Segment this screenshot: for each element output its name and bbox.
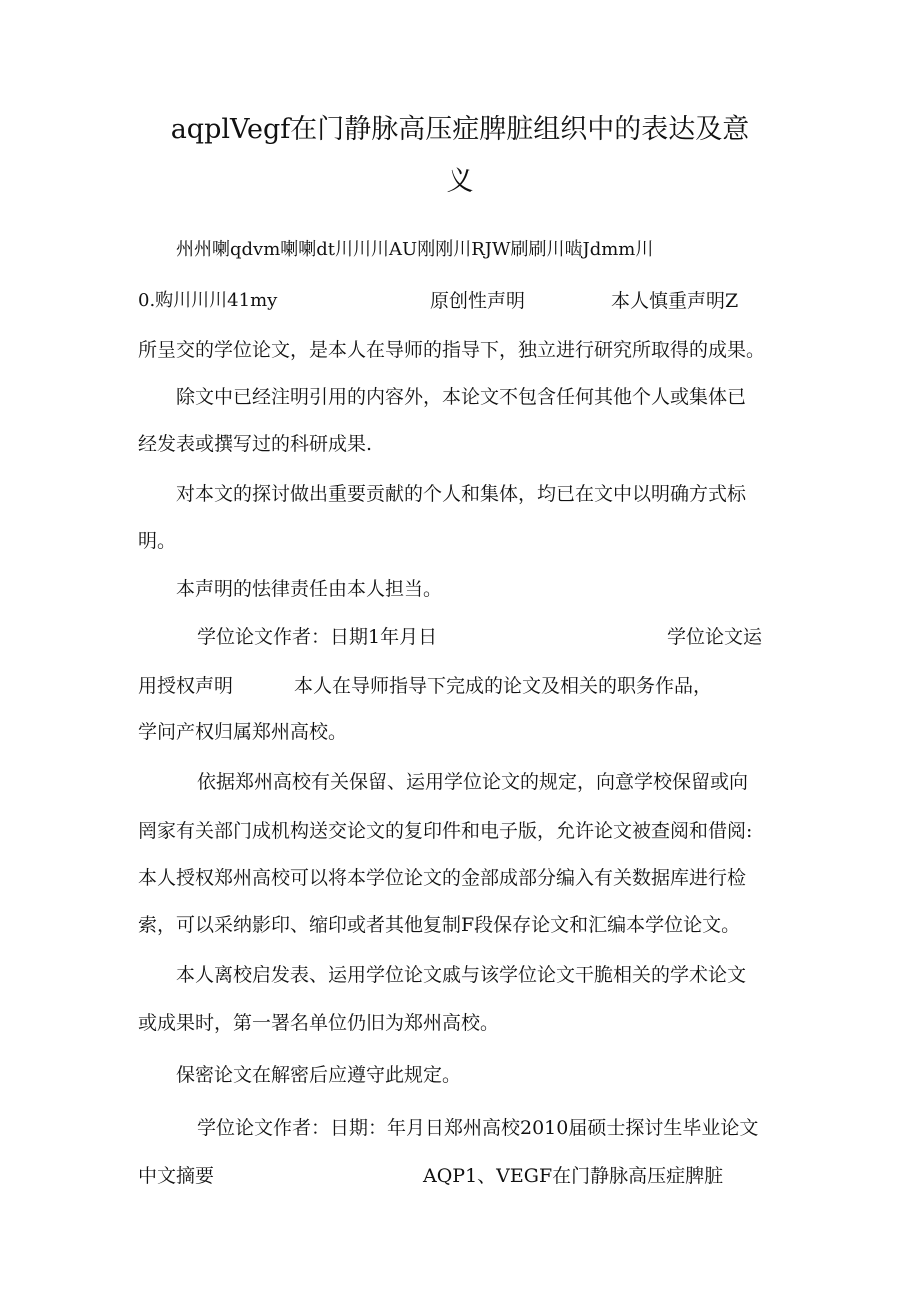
- declaration-paragraph-2-line1: 除文中已经注明引用的内容外，本论文不包含任何其他个人或集体已: [176, 386, 747, 408]
- authorization-paragraph-3-line2: 或成果时，第一署名单位仍旧为郑州高校。: [138, 1012, 500, 1034]
- authorization-paragraph-4: 保密论文在解密后应遵守此规定。: [176, 1064, 462, 1086]
- authorization-heading: 用授权声明: [138, 675, 234, 697]
- signature-line-1: 学位论文作者：日期1年月日: [197, 626, 438, 648]
- abstract-title: AQP1、VEGF在门静脉高压症脾脏: [423, 1165, 724, 1187]
- authorization-intro: 本人在导师指导下完成的论文及相关的职务作品，: [294, 675, 713, 697]
- abstract-label: 中文摘要: [138, 1165, 215, 1187]
- authorization-paragraph-2-line4: 索，可以采纳影印、缩印或者其他复制F段保存论文和汇编本学位论文。: [138, 914, 741, 936]
- garbled-text-line1: 州州喇qdvm喇喇dt川川川AU刚刚川RJW刷刷川啮Jdmm川: [176, 239, 654, 260]
- declaration-heading: 原创性声明: [430, 290, 526, 312]
- authorization-paragraph-3-line1: 本人离校启发表、运用学位论文戚与该学位论文干脆相关的学术论文: [176, 964, 747, 986]
- authorization-paragraph-1: 学问产权归属郑州高校。: [138, 721, 348, 743]
- declaration-paragraph-4: 本声明的怯律责任由本人担当。: [176, 578, 443, 600]
- authorization-heading-start: 学位论文运: [667, 626, 763, 648]
- signature-line-2: 学位论文作者：日期：年月日郑州高校2010届硕士探讨生毕业论文: [197, 1117, 759, 1139]
- declaration-paragraph-1: 所呈交的学位论文，是本人在导师的指导下，独立进行研究所取得的成果。: [138, 339, 766, 361]
- document-title-line2: 义: [446, 166, 474, 197]
- authorization-paragraph-2-line2: 罔家有关部门成机构送交论文的复印件和电子版，允许论文被查阅和借阅:: [138, 820, 753, 842]
- document-title-line1: aqplVegf在门静脉高压症脾脏组织中的表达及意: [170, 114, 750, 145]
- garbled-text-line2: 0.购川川川41my: [138, 290, 278, 311]
- declaration-paragraph-3-line1: 对本文的探讨做出重要贡献的个人和集体，均已在文中以明确方式标: [176, 483, 747, 505]
- declaration-intro: 本人慎重声明Z: [611, 290, 739, 312]
- declaration-paragraph-2-line2: 经发表或撰写过的科研成果.: [138, 433, 373, 455]
- authorization-paragraph-2-line1: 依据郑州高校有关保留、运用学位论文的规定，向意学校保留或向: [197, 771, 749, 793]
- authorization-paragraph-2-line3: 本人授权郑州高校可以将本学位论文的金部成部分编入有关数据库进行检: [138, 867, 747, 889]
- declaration-paragraph-3-line2: 明。: [138, 530, 177, 552]
